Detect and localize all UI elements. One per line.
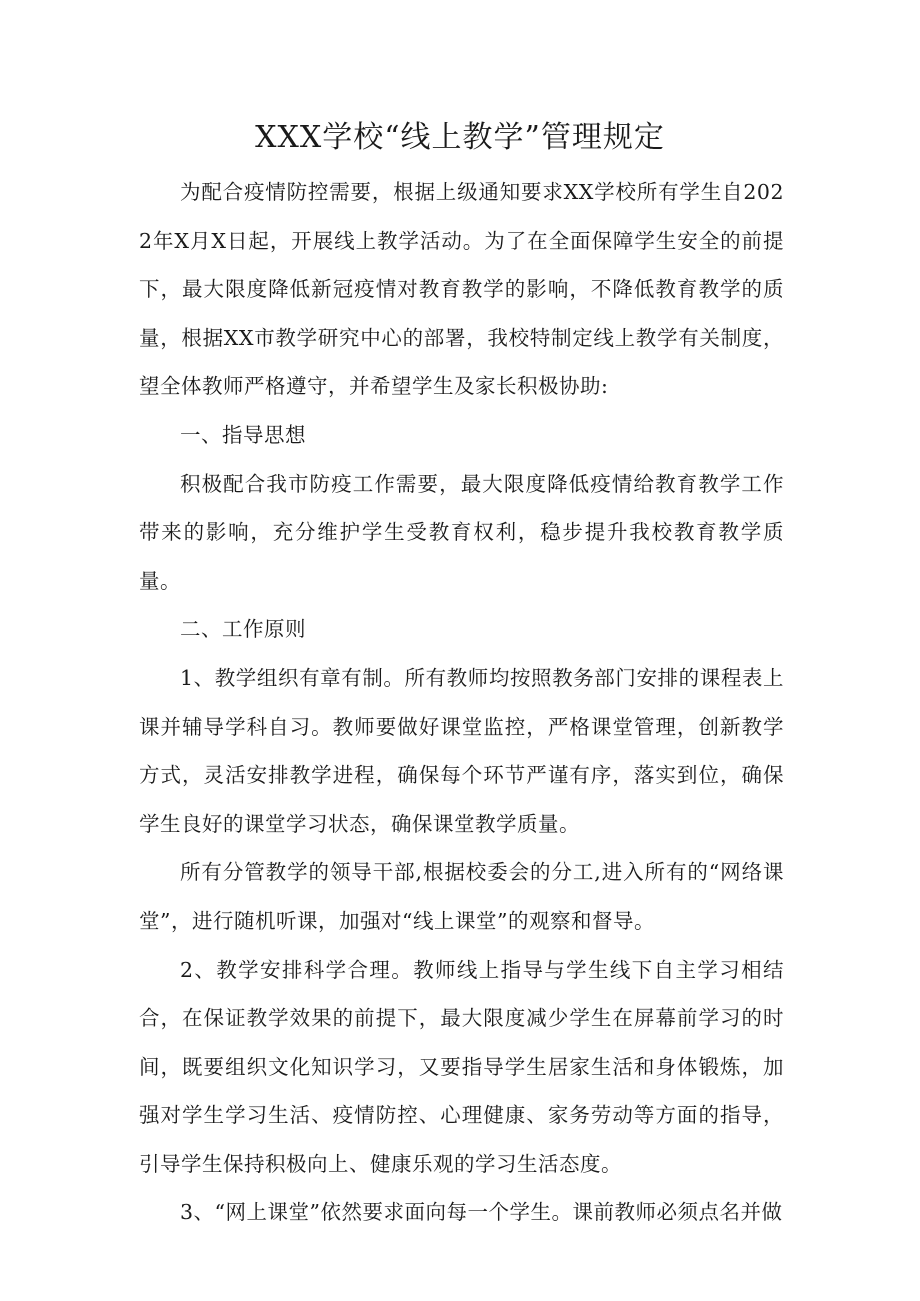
paragraph-intro: 为配合疫情防控需要，根据上级通知要求XX学校所有学生自2022年X月X日起，开展线上教学活动。为了在全面保障学生安全的前提下，最大限度降低新冠疫情对教育教学的影响，不降低教育教学的质量，根据XX市教学研究中心的部署，我校特制定线上教学有关制度，望全体教师严格遵守，并希望学生及家长积极协助: bbox=[139, 180, 784, 399]
paragraph-principle-1: 1、教学组织有章有制。所有教师均按照教务部门安排的课程表上课并辅导学科自习。教师要做好课堂监控，严格课堂管理，创新教学方式，灵活安排教学进程，确保每个环节严谨有序，落实到位，确保学生良好的课堂学习状态，确保课堂教学质量。 bbox=[139, 665, 784, 836]
paragraph-principle-3: 3、“网上课堂”依然要求面向每一个学生。课前教师必须点名并做 bbox=[180, 1200, 783, 1225]
section-heading-guiding-ideology: 一、指导思想 bbox=[180, 422, 306, 447]
document-title: XXX学校“线上教学”管理规定 bbox=[255, 120, 665, 155]
section-heading-work-principles: 二、工作原则 bbox=[180, 617, 306, 642]
paragraph-principle-2: 2、教学安排科学合理。教师线上指导与学生线下自主学习相结合，在保证教学效果的前提下，最大限度减少学生在屏幕前学习的时间，既要组织文化知识学习，又要指导学生居家生活和身体锻炼，加强对学生学习生活、疫情防控、心理健康、家务劳动等方面的指导，引导学生保持积极向上、健康乐观的学习生活态度。 bbox=[139, 957, 784, 1176]
document-body bbox=[139, 168, 784, 1237]
paragraph-leadership-supervision: 所有分管教学的领导干部,根据校委会的分工,进入所有的“网络课堂”，进行随机听课，加强对“线上课堂”的观察和督导。 bbox=[139, 860, 784, 933]
paragraph-guiding-ideology: 积极配合我市防疫工作需要，最大限度降低疫情给教育教学工作带来的影响，充分维护学生受教育权利，稳步提升我校教育教学质量。 bbox=[139, 471, 784, 593]
